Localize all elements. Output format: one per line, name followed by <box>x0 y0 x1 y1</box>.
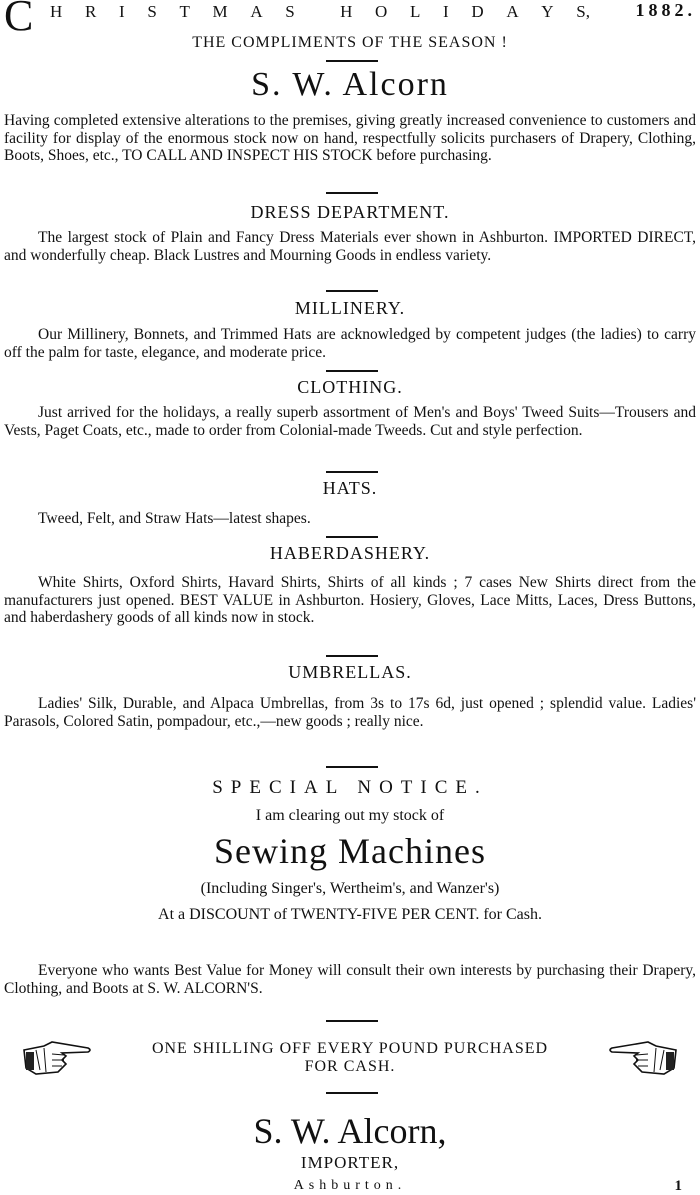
title-letter: S <box>147 2 157 21</box>
shilling-line-1: ONE SHILLING OFF EVERY POUND PURCHASED <box>151 1040 549 1057</box>
everyone-text: Everyone who wants Best Value for Money will consult their own interests by purchasing their Drapery, Clothing, and Boots at S. W. ALCORN'S. <box>4 962 696 997</box>
title-letter: A <box>506 2 519 21</box>
section-title-clothing: CLOTHING. <box>297 377 403 397</box>
title-letter: I <box>443 2 449 21</box>
title-letter: H <box>50 2 63 21</box>
title-letter: L <box>409 2 421 21</box>
section-hats <box>4 510 696 528</box>
section-text: Our Millinery, Bonnets, and Trimmed Hats are acknowledged by competent judges (the ladies) to carry off the palm for taste, elegance, and moderate price. <box>4 326 696 361</box>
section-title-millinery: MILLINERY. <box>294 298 406 318</box>
section-text: Just arrived for the holidays, a really superb assortment of Men's and Boys' Tweed Suits—Trousers and Vests, Paget Coats, etc., made to order from Colonial-made Tweeds. Cut and style perfection. <box>4 404 696 439</box>
footer-role: IMPORTER, <box>300 1153 400 1172</box>
section-title-dress: DRESS DEPARTMENT. <box>250 202 450 222</box>
section-umbrellas <box>4 695 696 730</box>
section-haberdashery <box>4 574 696 627</box>
title-letter: I <box>118 2 125 21</box>
shilling-line-2: FOR CASH. <box>304 1058 396 1075</box>
divider <box>326 370 378 372</box>
title-letter: Y <box>541 2 554 21</box>
section-title-umbrellas: UMBRELLAS. <box>288 662 412 682</box>
brands-line: (Including Singer's, Wertheim's, and Wanzer's) <box>200 880 500 897</box>
intro-paragraph <box>4 112 696 165</box>
section-text: Ladies' Silk, Durable, and Alpaca Umbrellas, from 3s to 17s 6d, just opened ; splendid value. Ladies' Parasols, Colored Satin, pompadour, etc.,—new goods ; really nice. <box>4 695 696 730</box>
header-title <box>50 2 590 22</box>
title-letter: R <box>84 2 97 21</box>
divider <box>326 1092 378 1094</box>
discount-line: At a DISCOUNT of TWENTY-FIVE PER CENT. for Cash. <box>158 906 542 923</box>
divider <box>326 1020 378 1022</box>
shilling-offer <box>0 1040 700 1076</box>
title-letter: S <box>285 2 295 21</box>
section-title-haberdashery: HABERDASHERY. <box>269 543 431 563</box>
page-mark: 1 <box>674 1178 682 1194</box>
section-title-hats: HATS. <box>322 478 378 498</box>
footer-place: Ashburton. <box>293 1178 407 1193</box>
initial-letter: C <box>4 0 34 40</box>
title-letter: D <box>471 2 484 21</box>
title-letter: A <box>250 2 263 21</box>
divider <box>326 290 378 292</box>
section-clothing-body <box>4 404 696 439</box>
title-letter: M <box>212 2 228 21</box>
section-millinery <box>4 326 696 361</box>
section-dress <box>4 229 696 264</box>
proprietor-name: S. W. Alcorn <box>251 66 449 103</box>
clearing-line: I am clearing out my stock of <box>255 807 445 824</box>
section-text: The largest stock of Plain and Fancy Dress Materials ever shown in Ashburton. IMPORTED DIRECT, and wonderfully cheap. Black Lustres and Mourning Goods in endless variety. <box>4 229 696 264</box>
pointing-hand-left-icon <box>608 1036 678 1078</box>
compliments-line: THE COMPLIMENTS OF THE SEASON ! <box>192 34 508 51</box>
divider <box>326 192 378 194</box>
title-letter: O <box>375 2 388 21</box>
divider <box>326 536 378 538</box>
section-text: Tweed, Felt, and Straw Hats—latest shapes. <box>38 510 311 527</box>
divider <box>326 60 378 62</box>
footer-name: S. W. Alcorn, <box>253 1111 447 1151</box>
divider <box>326 471 378 473</box>
section-text: White Shirts, Oxford Shirts, Havard Shirts, Shirts of all kinds ; 7 cases New Shirts direct from the manufacturers just opened. BEST VALUE in Ashburton. Hosiery, Gloves, Lace Mitts, Laces, Dress Buttons, and haberdashery goods of all kinds now in stock. <box>4 574 696 626</box>
intro-text: Having completed extensive alterations to the premises, giving greatly increased convenience to customers and facility for display of the enormous stock now on hand, respectfully solicits purchasers of Drapery, Clothing, Boots, Shoes, etc., TO CALL AND INSPECT HIS STOCK before purchasing. <box>4 112 696 164</box>
everyone-paragraph <box>4 962 696 997</box>
special-notice-heading: SPECIAL NOTICE. <box>212 777 488 798</box>
title-letter: H <box>340 2 353 21</box>
divider <box>326 655 378 657</box>
sewing-machines-heading: Sewing Machines <box>214 831 486 871</box>
title-letter: T <box>179 2 190 21</box>
title-letter: S, <box>576 2 590 21</box>
year: 1882. <box>635 0 696 20</box>
divider <box>326 766 378 768</box>
